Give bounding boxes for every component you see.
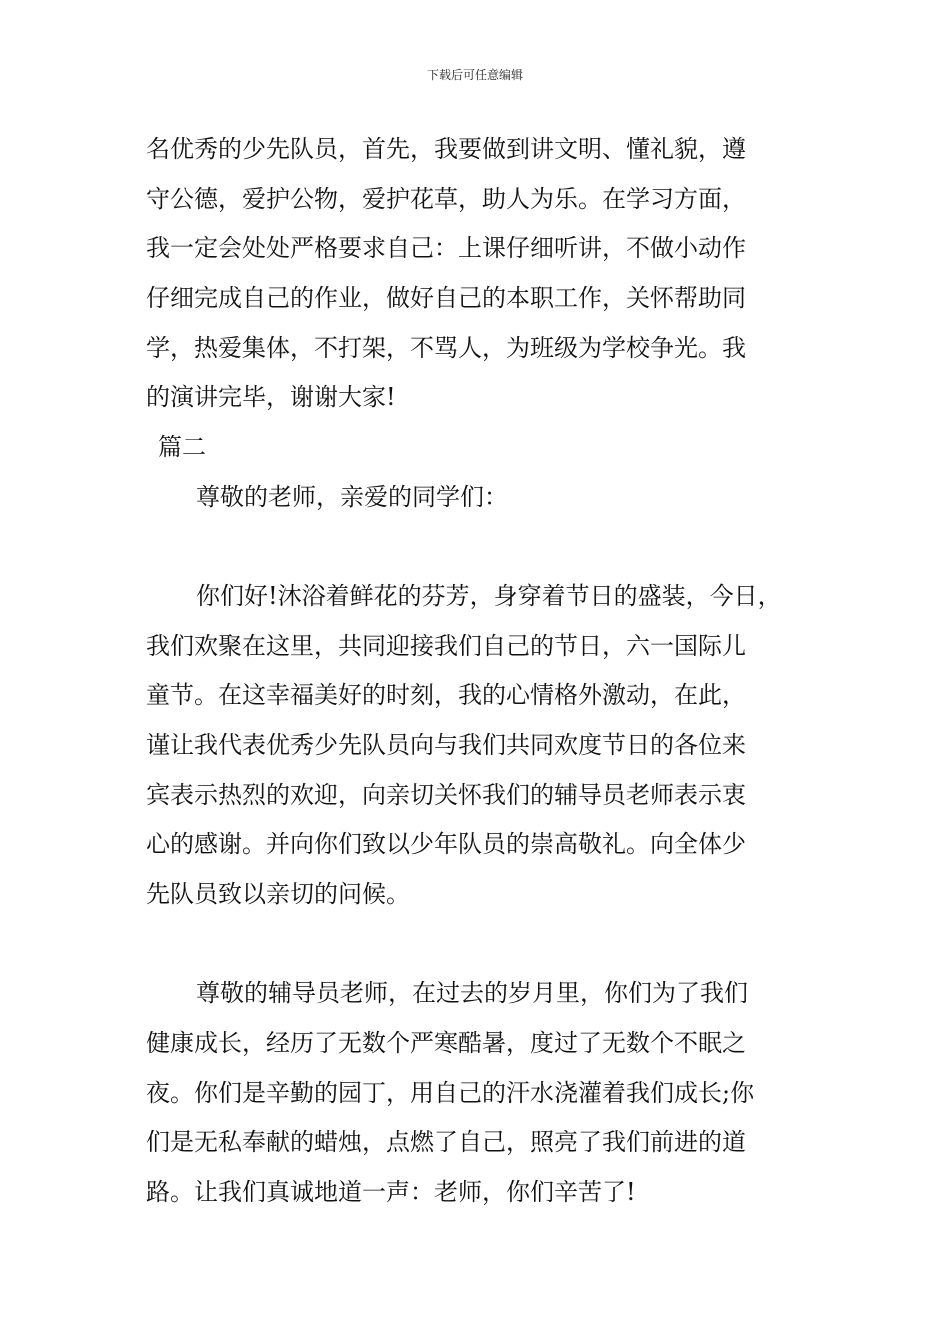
text-line: 路。让我们真诚地道一声：老师，你们辛苦了!: [146, 1178, 636, 1206]
text-line: 名优秀的少先队员，首先，我要做到讲文明、懂礼貌，遵: [146, 135, 746, 163]
text-line: 宾表示热烈的欢迎，向亲切关怀我们的辅导员老师表示衷: [146, 781, 746, 809]
text-line: 心的感谢。并向你们致以少年队员的崇高敬礼。向全体少: [146, 830, 746, 858]
text-line: 谨让我代表优秀少先队员向与我们共同欢度节日的各位来: [146, 731, 746, 759]
text-line: 你们好!沐浴着鲜花的芬芳，身穿着节日的盛装，今日，: [196, 582, 782, 610]
text-line: 我一定会处处严格要求自己：上课仔细听讲，不做小动作: [146, 234, 746, 262]
text-line: 童节。在这幸福美好的时刻，我的心情格外激动，在此，: [146, 681, 746, 709]
text-line: 学，热爱集体，不打架，不骂人，为班级为学校争光。我: [146, 334, 746, 362]
text-line: 尊敬的辅导员老师，在过去的岁月里，你们为了我们: [196, 979, 748, 1007]
text-line: 守公德，爱护公物，爱护花草，助人为乐。在学习方面，: [146, 185, 746, 213]
text-line: 们是无私奉献的蜡烛，点燃了自己，照亮了我们前进的道: [146, 1128, 746, 1156]
text-line: 仔细完成自己的作业，做好自己的本职工作，关怀帮助同: [146, 284, 746, 312]
text-line: 我们欢聚在这里，共同迎接我们自己的节日，六一国际儿: [146, 632, 746, 660]
section-heading: 篇二: [158, 433, 206, 461]
text-line: 先队员致以亲切的问候。: [146, 880, 410, 908]
greeting: 尊敬的老师，亲爱的同学们：: [196, 483, 508, 511]
page-header: 下载后可任意编辑: [426, 68, 523, 82]
text-line: 健康成长，经历了无数个严寒酷暑，度过了无数个不眠之: [146, 1029, 746, 1057]
text-line: 的演讲完毕，谢谢大家!: [146, 383, 396, 411]
text-line: 夜。你们是辛勤的园丁，用自己的汗水浇灌着我们成长;你: [146, 1079, 755, 1107]
